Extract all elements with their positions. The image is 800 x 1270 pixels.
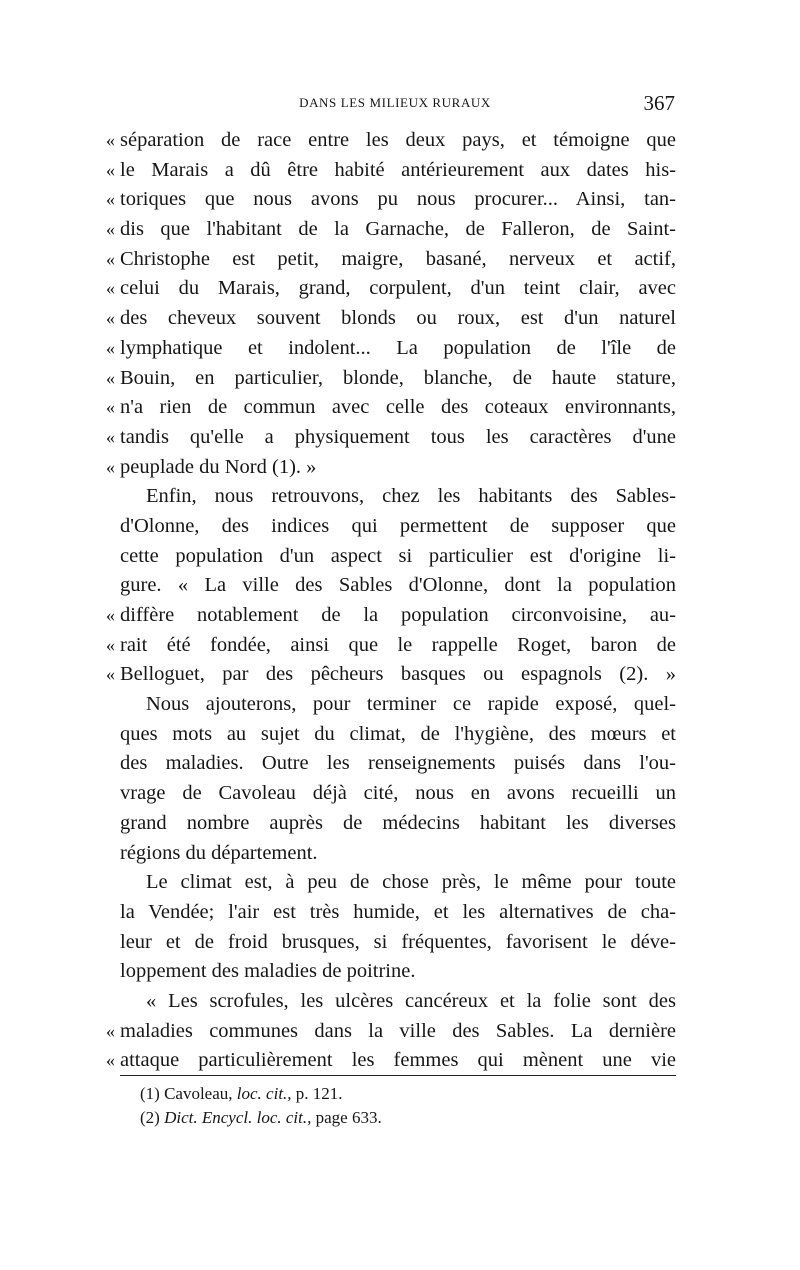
footnote xyxy=(140,1106,660,1130)
line-text: leur et de froid brusques, si fréquentes, favorisent le déve- xyxy=(120,930,676,953)
text-line xyxy=(120,542,676,572)
line-text: Bouin, en particulier, blonde, blanche, de haute stature, xyxy=(120,366,676,389)
line-text: loppement des maladies de poitrine. xyxy=(120,960,416,983)
text-line xyxy=(120,809,676,839)
line-text: ques mots au sujet du climat, de l'hygiène, des mœurs et xyxy=(120,722,676,745)
text-line xyxy=(106,126,676,156)
footnote xyxy=(140,1082,660,1106)
quote-mark: « xyxy=(106,337,115,358)
page-number: 367 xyxy=(643,91,675,115)
quote-mark: « xyxy=(106,189,115,210)
footnote-text: Cavoleau, xyxy=(164,1084,233,1103)
text-line xyxy=(120,690,676,720)
footnote-page: p. 121. xyxy=(295,1084,343,1103)
line-text: attaque particulièrement les femmes qui mènent une vie xyxy=(120,1049,676,1072)
line-text: diffère notablement de la population circonvoisine, au- xyxy=(120,604,676,626)
text-line xyxy=(106,245,676,275)
text-line xyxy=(106,364,676,394)
quote-mark: « xyxy=(106,219,115,240)
line-text: la Vendée; l'air est très humide, et les alternatives de cha- xyxy=(120,900,676,923)
quote-mark: « xyxy=(106,130,115,150)
line-text: celui du Marais, grand, corpulent, d'un teint clair, avec xyxy=(120,277,676,300)
text-line xyxy=(120,512,676,542)
footnote-reference: loc. cit., xyxy=(236,1084,292,1103)
line-text: tandis qu'elle a physiquement tous les caractères d'une xyxy=(120,425,676,448)
text-line xyxy=(120,779,676,809)
line-text: lymphatique et indolent... La population de l'île de xyxy=(120,336,676,359)
line-text: le Marais a dû être habité antérieurement aux dates his- xyxy=(120,158,676,181)
quote-mark: « xyxy=(106,456,115,477)
quote-mark: « xyxy=(106,634,115,655)
line-text: Nous ajouterons, pour terminer ce rapide exposé, quel- xyxy=(146,693,676,716)
line-text: Christophe est petit, maigre, basané, nerveux et actif, xyxy=(120,247,676,270)
line-text: Belloguet, par des pêcheurs basques ou espagnols (2). » xyxy=(120,663,676,686)
line-text: « Les scrofules, les ulcères cancéreux et la folie sont des xyxy=(146,989,676,1012)
text-line xyxy=(106,453,676,483)
text-line xyxy=(106,423,676,453)
line-text: maladies communes dans la ville des Sables. La dernière xyxy=(120,1019,676,1042)
text-line xyxy=(120,571,676,601)
footnotes xyxy=(140,1082,660,1130)
text-line xyxy=(106,334,676,364)
text-line xyxy=(106,1017,676,1047)
quote-mark: « xyxy=(106,278,115,299)
line-text: d'Olonne, des indices qui permettent de supposer que xyxy=(120,514,676,537)
quote-mark: « xyxy=(106,397,115,418)
line-text: dis que l'habitant de la Garnache, de Falleron, de Saint- xyxy=(120,218,676,241)
quote-mark: « xyxy=(106,605,115,625)
text-line xyxy=(120,839,676,869)
text-line xyxy=(120,957,676,987)
quote-mark: « xyxy=(106,426,115,447)
line-text: n'a rien de commun avec celle des coteaux environnants, xyxy=(120,396,676,419)
text-line xyxy=(106,304,676,334)
line-text: Enfin, nous retrouvons, chez les habitants des Sables- xyxy=(146,485,676,508)
footnote-number: (1) xyxy=(140,1084,160,1103)
text-line xyxy=(120,482,676,512)
quote-mark: « xyxy=(106,1050,115,1071)
footnote-number: (2) xyxy=(140,1108,160,1127)
line-text: cette population d'un aspect si particulier est d'origine li- xyxy=(120,544,676,567)
quote-mark: « xyxy=(106,159,115,180)
text-line xyxy=(120,749,676,779)
text-line xyxy=(120,868,676,898)
line-text: peuplade du Nord (1). » xyxy=(120,455,317,478)
line-text: gure. « La ville des Sables d'Olonne, dont la population xyxy=(120,574,676,597)
text-line xyxy=(106,393,676,423)
text-line xyxy=(120,720,676,750)
line-text: des maladies. Outre les renseignements puisés dans l'ou- xyxy=(120,752,676,775)
line-text: des cheveux souvent blonds ou roux, est d'un naturel xyxy=(120,307,676,330)
quote-mark: « xyxy=(106,1020,115,1041)
text-line xyxy=(106,274,676,304)
footnote-page: page 633. xyxy=(315,1108,382,1127)
body-text xyxy=(106,126,676,1076)
text-line xyxy=(106,156,676,186)
line-text: Le climat est, à peu de chose près, le même pour toute xyxy=(146,871,676,894)
text-line xyxy=(106,660,676,690)
text-line xyxy=(106,601,676,631)
quote-mark: « xyxy=(106,664,115,685)
page-header xyxy=(115,91,675,115)
text-line xyxy=(120,928,676,958)
footnote-rule xyxy=(120,1075,676,1076)
line-text: rait été fondée, ainsi que le rappelle Roget, baron de xyxy=(120,633,676,656)
quote-mark: « xyxy=(106,248,115,269)
quote-mark: « xyxy=(106,308,115,329)
line-text: séparation de race entre les deux pays, et témoigne que xyxy=(120,129,676,151)
quote-mark: « xyxy=(106,367,115,388)
text-line xyxy=(106,1046,676,1076)
text-line xyxy=(106,215,676,245)
running-head: DANS LES MILIEUX RURAUX xyxy=(299,95,491,110)
footnote-reference: Dict. Encycl. loc. cit., xyxy=(164,1108,312,1127)
line-text: toriques que nous avons pu nous procurer... Ainsi, tan- xyxy=(120,188,676,211)
text-line xyxy=(120,898,676,928)
text-line xyxy=(106,631,676,661)
line-text: grand nombre auprès de médecins habitant les diverses xyxy=(120,811,676,834)
line-text: vrage de Cavoleau déjà cité, nous en avons recueilli un xyxy=(120,782,676,805)
text-line xyxy=(120,987,676,1017)
line-text: régions du département. xyxy=(120,841,318,864)
text-line xyxy=(106,185,676,215)
